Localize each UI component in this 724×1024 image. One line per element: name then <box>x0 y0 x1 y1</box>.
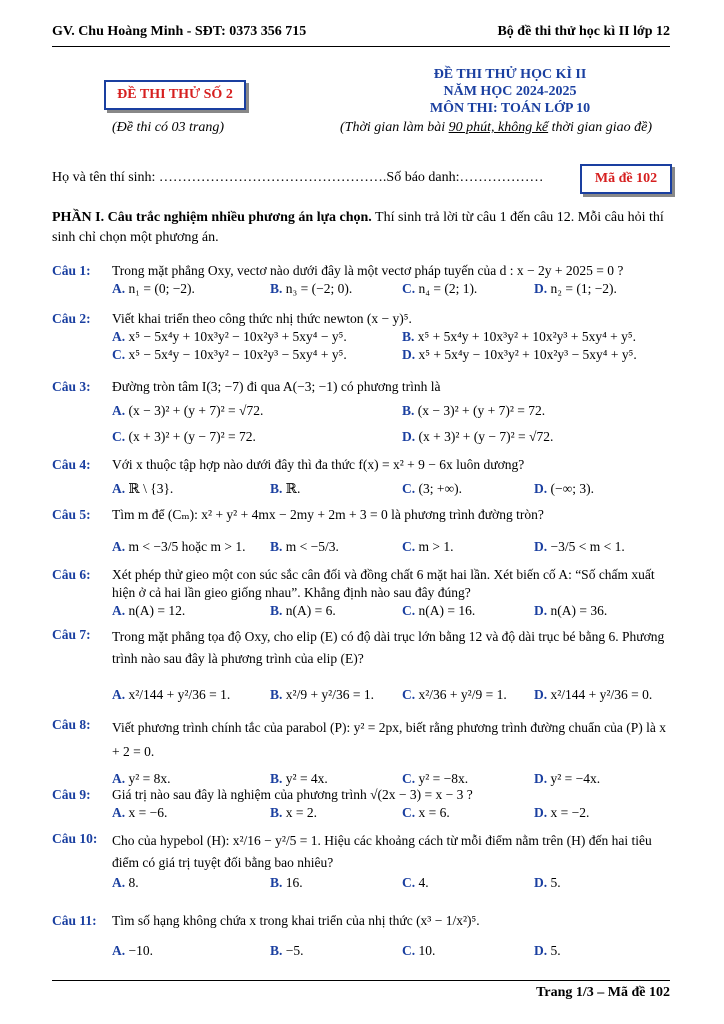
option-a[interactable] <box>112 280 195 298</box>
option-c[interactable] <box>402 480 462 498</box>
option-text: x = −6. <box>128 805 168 820</box>
option-d[interactable] <box>534 602 607 620</box>
option-d[interactable] <box>534 480 594 498</box>
option-text: x⁵ + 5x⁴y − 10x³y² + 10x²y³ − 5xy⁴ + y⁵. <box>418 347 637 362</box>
option-letter: D. <box>402 347 419 362</box>
option-c[interactable] <box>402 942 435 960</box>
option-text: x²/144 + y²/36 = 1. <box>128 687 231 702</box>
question-10 <box>52 830 676 892</box>
question-stem: Trong mặt phẳng Oxy, vectơ nào dưới đây là một vectơ pháp tuyến của d : x − 2y + 2025 = 0 ? <box>112 263 624 278</box>
question-stem: Viết khai triển theo công thức nhị thức newton (x − y)⁵. <box>112 311 412 326</box>
exam-code: Mã đề 102 <box>580 164 672 194</box>
option-letter: B. <box>270 687 286 702</box>
question-2 <box>52 310 676 364</box>
option-text: n₃ = (−2; 0). <box>285 281 353 296</box>
option-d[interactable] <box>402 346 637 364</box>
set-title: Bộ đề thi thử học kì II lớp 12 <box>497 24 670 39</box>
question-number: Câu 4: <box>52 457 91 472</box>
option-letter: C. <box>402 687 419 702</box>
option-text: ℝ. <box>285 481 301 496</box>
question-number: Câu 6: <box>52 567 91 582</box>
option-text: n(A) = 36. <box>550 603 608 618</box>
question-stem: Tìm m để (Cₘ): x² + y² + 4mx − 2my + 2m + 3 = 0 là phương trình đường tròn? <box>112 507 544 522</box>
option-d[interactable] <box>534 686 652 704</box>
option-text: x = −2. <box>550 805 590 820</box>
options-row <box>112 402 676 420</box>
option-text: y² = −8x. <box>418 771 469 786</box>
page-number: Trang 1/3 – Mã đề 102 <box>536 985 670 1000</box>
question-number: Câu 7: <box>52 627 91 642</box>
option-c[interactable] <box>402 538 454 556</box>
option-c[interactable] <box>112 346 347 364</box>
question-5 <box>52 506 676 556</box>
option-d[interactable] <box>534 804 589 822</box>
option-letter: B. <box>270 943 286 958</box>
option-a[interactable] <box>112 804 167 822</box>
option-b[interactable] <box>270 874 303 892</box>
option-letter: A. <box>112 403 129 418</box>
options-row <box>112 686 676 704</box>
option-letter: B. <box>270 603 286 618</box>
option-letter: B. <box>270 539 286 554</box>
option-letter: B. <box>270 805 286 820</box>
part-1-intro <box>52 208 672 248</box>
option-d[interactable] <box>402 428 553 446</box>
option-letter: A. <box>112 539 129 554</box>
question-8 <box>52 716 676 788</box>
question-6 <box>52 566 676 620</box>
student-info-line: Họ và tên thí sinh: ………………………………………….Số báo danh:……………… <box>52 170 544 185</box>
option-letter: A. <box>112 771 129 786</box>
option-text: (x − 3)² + (y + 7)² = 72. <box>417 403 546 418</box>
option-letter: D. <box>402 429 419 444</box>
exam-title <box>380 66 640 117</box>
option-letter: C. <box>112 429 129 444</box>
option-text: ℝ \ {3}. <box>128 481 174 496</box>
question-number: Câu 10: <box>52 831 98 846</box>
option-text: (x + 3)² + (y − 7)² = √72. <box>418 429 554 444</box>
options-row <box>112 942 676 960</box>
option-letter: B. <box>402 403 418 418</box>
option-letter: D. <box>534 539 551 554</box>
page-footer <box>52 980 670 1000</box>
option-a[interactable] <box>112 602 185 620</box>
option-text: n(A) = 6. <box>285 603 336 618</box>
option-text: n₄ = (2; 1). <box>418 281 478 296</box>
option-text: 10. <box>418 943 436 958</box>
time-note <box>340 120 652 136</box>
option-letter: D. <box>534 875 551 890</box>
option-text: y² = −4x. <box>550 771 601 786</box>
option-b[interactable] <box>402 402 545 420</box>
option-a[interactable] <box>112 874 139 892</box>
option-letter: A. <box>112 329 129 344</box>
option-text: x⁵ − 5x⁴y − 10x³y² − 10x²y³ − 5xy⁴ + y⁵. <box>128 347 347 362</box>
option-letter: B. <box>270 281 286 296</box>
question-stem: Tìm số hạng không chứa x trong khai triển của nhị thức (x³ − 1/x²)⁵. <box>112 913 480 928</box>
option-letter: A. <box>112 603 129 618</box>
options-row <box>112 874 676 892</box>
option-text: (−∞; 3). <box>550 481 594 496</box>
option-text: n(A) = 16. <box>418 603 476 618</box>
option-letter: C. <box>112 347 129 362</box>
option-letter: B. <box>270 875 286 890</box>
option-text: −3/5 < m < 1. <box>550 539 625 554</box>
option-text: (x + 3)² + (y − 7)² = 72. <box>128 429 256 444</box>
option-letter: C. <box>402 875 419 890</box>
option-a[interactable] <box>112 942 153 960</box>
exam-title-line-2: NĂM HỌC 2024-2025 <box>443 84 577 99</box>
option-letter: C. <box>402 943 419 958</box>
question-1 <box>52 262 676 298</box>
options-row <box>112 804 676 822</box>
option-letter: C. <box>402 481 419 496</box>
option-b[interactable] <box>270 480 300 498</box>
option-letter: D. <box>534 943 551 958</box>
option-c[interactable] <box>402 804 450 822</box>
option-letter: C. <box>402 603 419 618</box>
question-9 <box>52 786 676 822</box>
option-d[interactable] <box>534 280 617 298</box>
page-header <box>52 24 670 47</box>
question-stem: Viết phương trình chính tắc của parabol (P): y² = 2px, biết rằng phương trình đường chuẩn của (P) là x + 2 = 0. <box>112 720 666 759</box>
option-b[interactable] <box>270 942 304 960</box>
question-stem: Với x thuộc tập hợp nào dưới đây thì đa thức f(x) = x² + 9 − 6x luôn dương? <box>112 457 525 472</box>
option-c[interactable] <box>402 874 429 892</box>
question-stem: Giá trị nào sau đây là nghiệm của phương trình √(2x − 3) = x − 3 ? <box>112 787 473 802</box>
teacher-info: GV. Chu Hoàng Minh - SĐT: 0373 356 715 <box>52 24 307 39</box>
option-text: (x − 3)² + (y + 7)² = √72. <box>128 403 264 418</box>
option-text: x = 6. <box>418 805 450 820</box>
option-a[interactable] <box>112 480 173 498</box>
question-number: Câu 1: <box>52 263 91 278</box>
question-stem: Xét phép thử gieo một con súc sắc cân đối và đồng chất 6 mặt hai lần. Xét biến cố A: “Số chấm xuất hiện ở cả hai lần gieo giống nhau”. Khẳng định nào sau đây đúng? <box>112 567 655 600</box>
option-text: n₁ = (0; −2). <box>128 281 195 296</box>
pages-note: (Đề thi có 03 trang) <box>112 120 224 135</box>
option-a[interactable] <box>112 686 230 704</box>
option-c[interactable] <box>402 686 507 704</box>
option-text: x⁵ − 5x⁴y + 10x³y² − 10x²y³ + 5xy⁴ − y⁵. <box>128 329 347 344</box>
question-number: Câu 3: <box>52 379 91 394</box>
option-letter: A. <box>112 805 129 820</box>
part-1-instruction: Thí sinh trả lời từ câu 1 đến câu 12. Mỗi câu hỏi thí sinh chỉ chọn một phương án. <box>52 210 664 245</box>
options-row <box>112 428 676 446</box>
question-stem: Cho của hypebol (H): x²/16 − y²/5 = 1. Hiệu các khoảng cách từ mỗi điểm nằm trên (H) đến hai tiêu điểm có giá trị tuyệt đối bằng bao nhiêu? <box>112 833 652 870</box>
option-text: m < −3/5 hoặc m > 1. <box>128 539 246 554</box>
option-text: x = 2. <box>285 805 318 820</box>
option-letter: B. <box>402 329 418 344</box>
option-d[interactable] <box>534 874 561 892</box>
option-b[interactable] <box>270 280 352 298</box>
options-row <box>112 328 676 346</box>
option-d[interactable] <box>534 942 561 960</box>
question-number: Câu 8: <box>52 717 91 732</box>
question-3 <box>52 378 676 446</box>
option-letter: B. <box>270 481 286 496</box>
options-row <box>112 346 676 364</box>
time-note-post: thời gian giao đề) <box>548 120 653 135</box>
question-11 <box>52 912 676 960</box>
exam-title-line-3: MÔN THI: TOÁN LỚP 10 <box>429 101 591 116</box>
option-letter: D. <box>534 481 551 496</box>
option-b[interactable] <box>270 804 317 822</box>
option-a[interactable] <box>112 402 263 420</box>
option-text: x²/36 + y²/9 = 1. <box>418 687 507 702</box>
option-text: 4. <box>418 875 429 890</box>
exam-label: ĐỀ THI THỬ SỐ 2 <box>104 80 246 110</box>
option-text: −5. <box>285 943 304 958</box>
options-row <box>112 280 676 298</box>
question-number: Câu 11: <box>52 913 97 928</box>
option-a[interactable] <box>112 538 245 556</box>
option-d[interactable] <box>534 538 625 556</box>
question-number: Câu 2: <box>52 311 91 326</box>
option-text: m > 1. <box>418 539 454 554</box>
option-letter: A. <box>112 481 129 496</box>
option-letter: D. <box>534 805 551 820</box>
option-text: 16. <box>285 875 303 890</box>
option-text: x²/144 + y²/36 = 0. <box>550 687 653 702</box>
option-letter: C. <box>402 805 419 820</box>
time-note-underlined: 90 phút, không kể <box>448 120 549 135</box>
option-text: m < −5/3. <box>285 539 339 554</box>
option-letter: C. <box>402 771 419 786</box>
option-letter: B. <box>270 771 286 786</box>
option-letter: C. <box>402 281 419 296</box>
option-text: x⁵ + 5x⁴y + 10x³y² + 10x²y³ + 5xy⁴ + y⁵. <box>417 329 636 344</box>
options-row <box>112 538 676 556</box>
exam-title-line-1: ĐỀ THI THỬ HỌC KÌ II <box>433 67 587 82</box>
option-letter: D. <box>534 687 551 702</box>
option-b[interactable] <box>270 602 336 620</box>
option-text: n(A) = 12. <box>128 603 186 618</box>
option-c[interactable] <box>402 602 475 620</box>
option-letter: A. <box>112 281 129 296</box>
question-stem: Trong mặt phẳng tọa độ Oxy, cho elip (E) có độ dài trục lớn bằng 12 và độ dài trục bé bằng 6. Phương trình nào sau đây là phương trình của elip (E)? <box>112 629 665 666</box>
question-number: Câu 9: <box>52 787 91 802</box>
option-b[interactable] <box>270 538 339 556</box>
option-letter: D. <box>534 771 551 786</box>
option-text: 8. <box>128 875 139 890</box>
option-letter: A. <box>112 687 129 702</box>
option-text: y² = 4x. <box>285 771 328 786</box>
time-note-pre: (Thời gian làm bài <box>340 120 449 135</box>
option-text: x²/9 + y²/36 = 1. <box>285 687 374 702</box>
options-row <box>112 480 676 498</box>
option-a[interactable] <box>112 328 347 346</box>
option-letter: A. <box>112 875 129 890</box>
option-text: 5. <box>550 943 561 958</box>
options-row <box>112 602 676 620</box>
question-stem: Đường tròn tâm I(3; −7) đi qua A(−3; −1) có phương trình là <box>112 379 441 394</box>
option-text: n₂ = (1; −2). <box>550 281 617 296</box>
option-text: y² = 8x. <box>128 771 171 786</box>
option-letter: C. <box>402 539 419 554</box>
option-text: −10. <box>128 943 153 958</box>
question-number: Câu 5: <box>52 507 91 522</box>
part-1-heading: PHẦN I. Câu trắc nghiệm nhiều phương án lựa chọn. <box>52 210 372 225</box>
option-c[interactable] <box>112 428 256 446</box>
option-b[interactable] <box>270 686 374 704</box>
option-letter: D. <box>534 603 551 618</box>
option-b[interactable] <box>402 328 636 346</box>
question-7 <box>52 626 676 704</box>
option-letter: A. <box>112 943 129 958</box>
option-letter: D. <box>534 281 551 296</box>
question-4 <box>52 456 676 498</box>
option-c[interactable] <box>402 280 477 298</box>
option-text: 5. <box>550 875 561 890</box>
option-text: (3; +∞). <box>418 481 462 496</box>
